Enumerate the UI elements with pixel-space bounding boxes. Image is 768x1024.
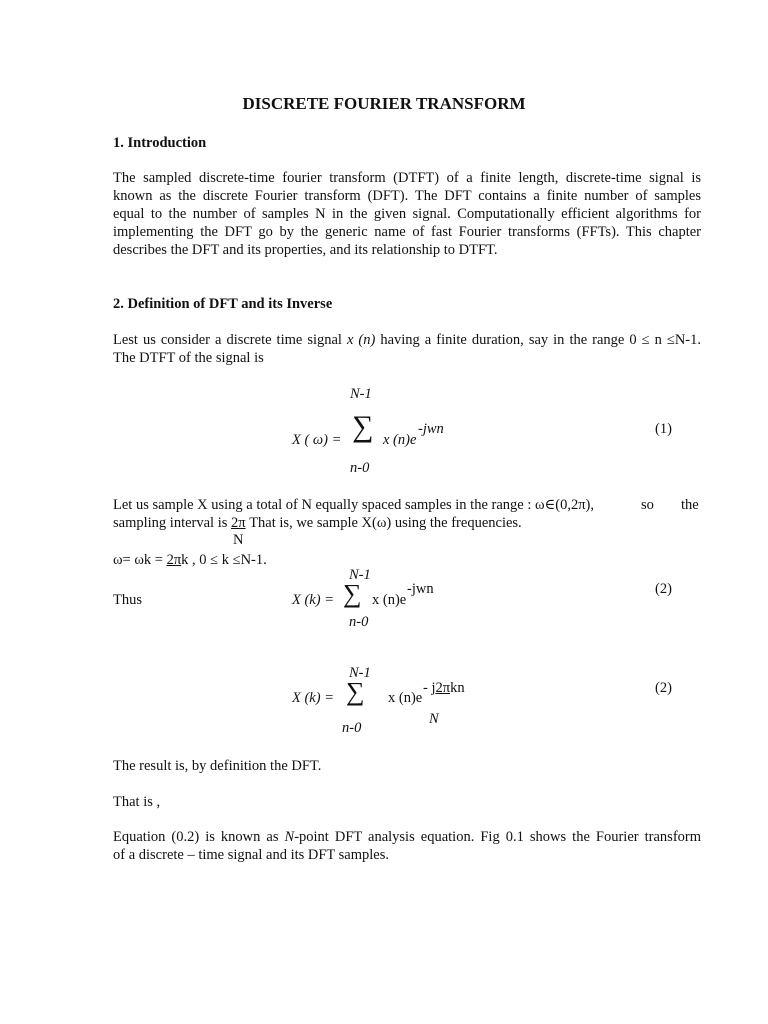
sum-lower-limit: n-0	[350, 460, 370, 476]
paragraph-line: known as the discrete Fourier transform (DFT). The DFT contains a finite number of samples	[113, 188, 701, 204]
paragraph-line	[113, 828, 701, 846]
result-sentence: The result is, by definition the DFT.	[113, 758, 322, 774]
equation-number: (1)	[655, 421, 672, 437]
fraction-denominator: N	[233, 532, 244, 548]
equation-exponent	[423, 679, 465, 697]
equation-term: x (n)e	[388, 690, 423, 706]
text-run: kn	[450, 680, 465, 696]
sum-lower-limit: n-0	[349, 614, 369, 630]
paragraph-line	[113, 331, 701, 349]
sum-upper-limit: N-1	[349, 665, 371, 681]
paragraph-line: The DTFT of the signal is	[113, 350, 264, 366]
text-run: ω= ωk =	[113, 552, 167, 568]
text-run	[113, 551, 267, 569]
text-run: sampling interval is	[113, 515, 231, 531]
equation-term: x (n)e	[372, 592, 407, 608]
sigma-symbol: ∑	[343, 579, 362, 608]
section-heading-definition: 2. Definition of DFT and its Inverse	[113, 296, 333, 312]
text-run: k , 0 ≤ k ≤N-1.	[181, 552, 267, 568]
sum-upper-limit: N-1	[349, 567, 371, 583]
text-run: Lest us consider a discrete time signal	[113, 332, 347, 348]
introduction-paragraph	[113, 169, 701, 259]
fraction-numerator: 2π	[166, 552, 182, 568]
paragraph-line: implementing the DFT go by the generic name of fast Fourier transforms (FFTs). This chapter	[113, 224, 701, 240]
sigma-symbol: ∑	[346, 677, 365, 706]
sum-upper-limit: N-1	[350, 386, 372, 402]
equation-lhs: X (k) =	[292, 592, 334, 608]
text-run: -point DFT analysis equation. Fig 0.1 shows the Fourier transform	[294, 829, 701, 845]
equation-exponent: -jwn	[407, 581, 434, 597]
sum-lower-limit: n-0	[342, 720, 362, 736]
text-run: so	[641, 497, 654, 513]
equation-number: (2)	[655, 680, 672, 696]
definition-intro	[113, 331, 701, 367]
that-is-sentence: That is ,	[113, 794, 161, 810]
equation-lhs: X ( ω) =	[292, 432, 342, 448]
text-run: Let us sample X using a total of N equally spaced samples in the range : ω∈(0,2π),	[113, 497, 595, 513]
signal-symbol: x (n)	[346, 332, 376, 348]
text-run: Equation (0.2) is known as	[113, 829, 285, 845]
paragraph-line: describes the DFT and its properties, and its relationship to DTFT.	[113, 242, 498, 258]
n-symbol: N	[284, 829, 295, 845]
equation-number: (2)	[655, 581, 672, 597]
equation-exponent: -jwn	[418, 421, 444, 437]
text-run: the	[681, 497, 699, 513]
section-heading-introduction: 1. Introduction	[113, 135, 207, 151]
paragraph-line: equal to the number of samples N in the given signal. Computationally efficient algorithms for	[113, 206, 701, 222]
text-run: - j	[423, 680, 436, 696]
sigma-symbol: ∑	[352, 410, 374, 443]
text-run: That is, we sample X(ω) using the frequencies.	[245, 515, 522, 531]
page-title: DISCRETE FOURIER TRANSFORM	[242, 94, 526, 113]
paragraph-line: The sampled discrete-time fourier transform (DTFT) of a finite length, discrete-time signal is	[113, 170, 701, 186]
equation-term: x (n)e	[383, 432, 417, 448]
paragraph-line: of a discrete – time signal and its DFT samples.	[113, 847, 389, 863]
fraction-denominator: N	[429, 711, 439, 727]
closing-paragraph	[113, 828, 701, 864]
text-run	[113, 514, 522, 532]
fraction-numerator: 2π	[231, 515, 246, 531]
text-run: having a finite duration, say in the range 0 ≤ n ≤N-1.	[375, 332, 701, 348]
fraction-numerator: 2π	[435, 680, 451, 696]
equation-label: Thus	[113, 592, 142, 608]
equation-lhs: X (k) =	[292, 690, 334, 706]
